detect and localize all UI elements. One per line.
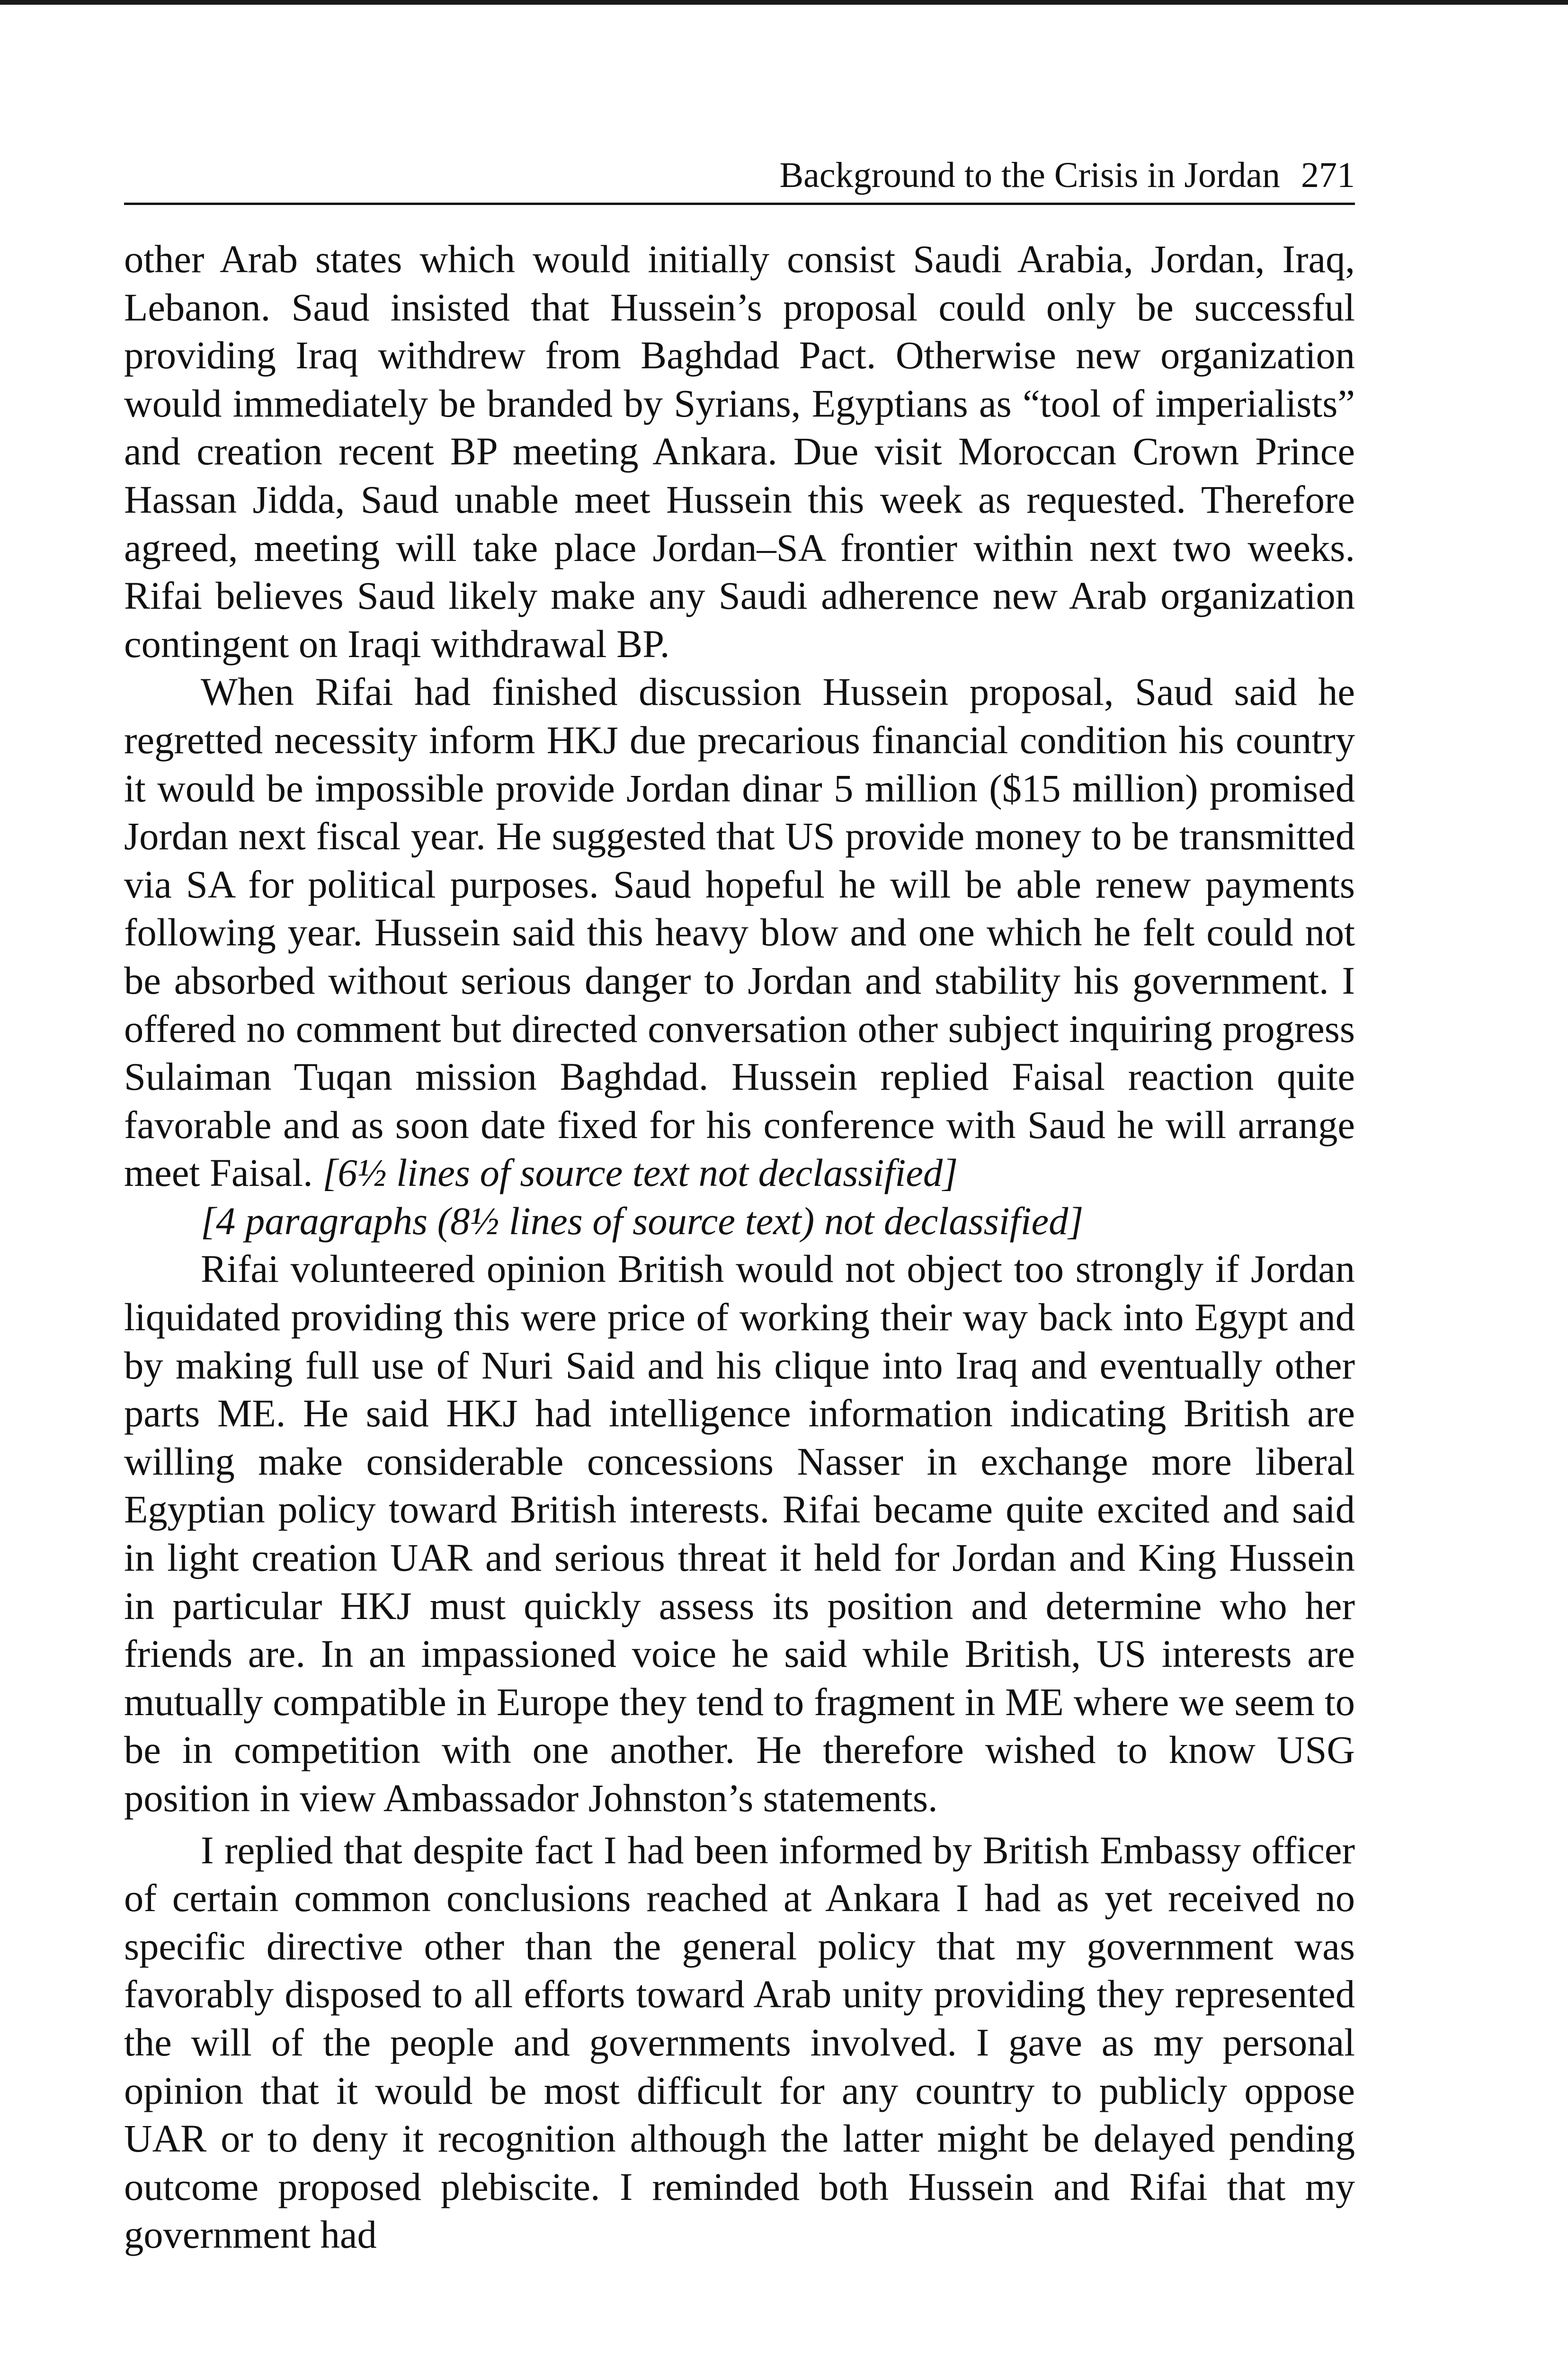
running-title: Background to the Crisis in Jordan: [779, 155, 1280, 195]
paragraph-text: other Arab states which would initially consist Saudi Arabia, Jordan, Iraq, Lebanon. Saud insisted that Hussein’s proposal could only be successful providing Iraq withdrew from Baghdad Pact. Otherwise new organization would immediately be branded by Syrians, Egyptians as “tool of imperialists” and creation recent BP meeting Ankara. Due visit Moroccan Crown Prince Hassan Jidda, Saud unable meet Hussein this week as requested. Therefore agreed, meeting will take place Jordan–SA frontier within next two weeks. Rifai believes Saud likely make any Saudi adherence new Arab organization contingent on Iraqi withdrawal BP.: [124, 237, 1355, 666]
paragraph-text: I replied that despite fact I had been informed by British Embassy officer of certain common conclusions reached at Ankara I had as yet received no specific directive other than the general policy that my government was favorably disposed to all efforts toward Arab unity providing they represented the will of the people and governments involved. I gave as my personal opinion that it would be most difficult for any country to publicly oppose UAR or to deny it recognition although the latter might be delayed pending outcome proposed plebiscite. I reminded both Hussein and Rifai that my government had: [124, 1828, 1355, 2257]
paragraph-text: Rifai volunteered opinion British would not object too strongly if Jordan liquidated providing this were price of working their way back into Egypt and by making full use of Nuri Said and his clique into Iraq and eventually other parts ME. He said HKJ had intelligence information indicating British are willing make considerable concessions Nasser in exchange more liberal Egyptian policy toward British interests. Rifai became quite excited and said in light creation UAR and serious threat it held for Jordan and King Hussein in particular HKJ must quickly assess its position and determine who her friends are. In an impassioned voice he said while British, US interests are mutually compatible in Europe they tend to fragment in ME where we seem to be in competition with one another. He therefore wished to know USG position in view Ambassador Johnston’s statements.: [124, 1247, 1355, 1820]
editorial-note: [4 paragraphs (8½ lines of source text) not declassified]: [201, 1199, 1084, 1243]
document-page: [124, 151, 1355, 2259]
paragraph: [124, 1245, 1355, 1822]
editorial-note: [6½ lines of source text not declassified]: [322, 1151, 958, 1195]
paragraph-continued: [124, 235, 1355, 668]
paragraph: [124, 668, 1355, 1197]
editorial-note-paragraph: [124, 1197, 1355, 1246]
page-number: 271: [1301, 155, 1355, 195]
body-text: [124, 235, 1355, 2259]
paragraph-text: When Rifai had finished discussion Hussein proposal, Saud said he regretted necessity inform HKJ due precarious financial condition his country it would be impossible provide Jordan dinar 5 million ($15 million) promised Jordan next fiscal year. He suggested that US provide money to be transmitted via SA for political purposes. Saud hopeful he will be able renew payments following year. Hussein said this heavy blow and one which he felt could not be absorbed without serious danger to Jordan and stability his government. I offered no comment but directed conversation other subject inquiring progress Sulaiman Tuqan mission Baghdad. Hussein replied Faisal reaction quite favorable and as soon date fixed for his conference with Saud he will arrange meet Faisal.: [124, 670, 1355, 1195]
scan-top-border: [0, 0, 1568, 5]
running-header: [124, 151, 1355, 205]
paragraph: [124, 1826, 1355, 2259]
